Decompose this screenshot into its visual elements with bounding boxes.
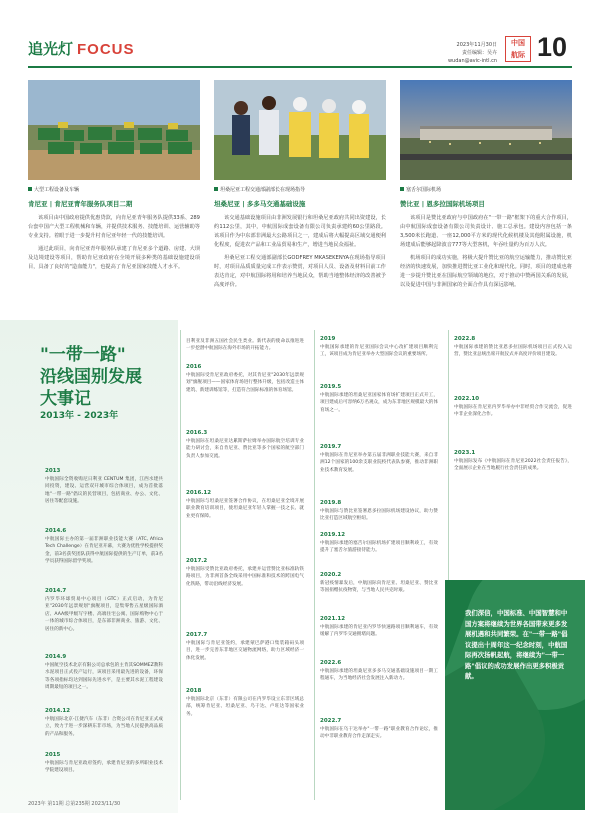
timeline-event: 2019.8 中航国际与赞比亚签署恩多拉国际机场建设协议，助力赞比亚打造区域航空枢纽。 xyxy=(320,500,438,522)
page-footer: 2023年 第11期 总第235期 2023/11/30 xyxy=(28,801,121,807)
page-header xyxy=(0,0,600,74)
timeline-section xyxy=(0,320,600,813)
closing-quote-text: 我们深信，中国标准、中国智慧和中国方案将继续为世界各国带来更多发展机遇和共同繁荣。在"一带一路"倡议提出十周年这一纪念时刻，中航国际再次扬帆起航，将继续为"一带一路"倡议的成功发展作出更多积极贡献。 xyxy=(465,609,568,680)
timeline-event: 目利亚及非洲五国社会民生类业。新代表的使命以推进进一步挖潜中航国际在海外市场的开拓能力。 xyxy=(186,339,304,352)
timeline-event: 2022.10 中航国际在肯尼亚内罗毕举办中非经贸合作交流会，促进中非企业深化合作。 xyxy=(454,396,572,418)
timeline-event: 2019.7 中航国际在肯尼亚举办第五届非洲职业技能大赛，来自非洲12个国家的100余支职业院校代表队参赛，推动非洲职业技术教育发展。 xyxy=(320,444,438,473)
photo-equipment xyxy=(28,80,200,180)
article-zambia-para: 该项目是赞比亚政府与中国政府在"一带一路"框架下的重大合作项目，由中航国际成套设备有限公司负责设计、施工总承包。建设内容包括一条3,500米长跑道、一座12,000平方米的现代化候机楼及其他附属设施，机场建成后能够起降波音777等大型客机，年吞吐量约为百万人次。 xyxy=(400,215,572,248)
article-zambia xyxy=(400,199,572,294)
timeline-range: 2013年 - 2023年 xyxy=(40,411,119,421)
timeline-event: 2014.12 中航国际北京-江捷汽车（东非）合资公司在肯尼亚正式成立，致力于进一步深耕东非市场，为当地人民提供高品质的产品和服务。 xyxy=(45,708,163,737)
timeline-event: 2016 中航国际受肯尼亚政府委托，对其肯尼亚"2030年远景规划"旗舰项目——国家体育场进行整体升级，包括改造主体建筑、新建训练馆等，打造符合国际标准的体育场馆。 xyxy=(186,364,304,393)
timeline-event: 2016.12 中航国际与坦桑尼亚签署合作协议，在坦桑尼亚全境开展职业教育培训项目，使坦桑尼亚年轻人掌握一技之长、就业更有保障。 xyxy=(186,490,304,519)
timeline-event: 2018 中航国际北京（东非）有限公司在内罗毕设立东非区域总部，统筹肯尼亚、坦桑尼亚、乌干达、卢旺达等国家业务。 xyxy=(186,688,304,717)
photo-caption-2: 坦桑尼亚工程交通部副部长在现场指导 xyxy=(214,186,305,193)
timeline-event: 2019.12 中航国际承建的塞舌尔国际机场扩建项目顺利竣工，有效提升了塞舌尔旅游接待能力。 xyxy=(320,532,438,554)
article-zambia-para: 机场项目的成功实施，将极大提升赞比亚的航空运输能力，推动赞比亚经济的快速发展，加快推进赞比亚工业化和现代化。同时，项目的建成也将进一步提升赞比亚在国际航空领域的地位，对于推动中赞两国关系的发展，以及促进中国与非洲国家的全面合作具有深远影响。 xyxy=(400,255,572,288)
page-number: 10 xyxy=(537,32,568,62)
article-zambia-heading: 赞比亚 | 恩多拉国际机场项目 xyxy=(400,200,485,208)
article-kenya-para: 该项目由中国政府提供优惠贷款，向肯尼亚青年服务队提供33系、289台套中国产大型工程机械和车辆，并提供技术服务、技能培训、运营辅助等专业支持。着眼于进一步提升村肯尼亚年轻一代的技能培训。 xyxy=(28,215,200,239)
timeline-event: 2017.7 中航国际与肯尼亚签约，承建蒙巴萨港口集装箱码头项目，进一步完善东非地区交通物流网络，助力区域经济一体化发展。 xyxy=(186,632,304,661)
photo-caption-1: 大型工程设备及车辆 xyxy=(28,186,79,193)
timeline-event: 2019 中航国际承建的肯尼亚国际会议中心改扩建项目顺利完工，该项目成为肯尼亚举办大型国际会议的重要场所。 xyxy=(320,336,438,358)
timeline-event: 2022.7 中航国际在乌干达举办"一带一路"职业教育合作论坛，推动中非职业教育合作走深走实。 xyxy=(320,718,438,740)
article-tanzania-para: 坦桑尼亚工程交通部副部长GODFREY MKASEKENYA在现场指导项目时，对项目品质质量完成工作表示赞赏，对项目人员、设备及材料目前工作表达肯定，对中航国际将用和培养当地民众，帮助当地整体经济的改善被予高度评价。 xyxy=(214,255,386,288)
timeline-divider xyxy=(314,330,315,800)
timeline-event: 2014.9 中国航空技术北京有限公司总承包的主肯其SOMMEZ教科水泥项目正式投产运行，该项目采用最先进的设备，环保等各项指标均达到国际先进水平，是主要其水泥工程建设周期最短的项目之一。 xyxy=(45,654,163,691)
issue-email: wudan@avic-intl.cn xyxy=(447,58,497,64)
article-tanzania-para: 该交通基础设施项目由非洲发展银行和坦桑尼亚政府共同出资建设，长约112公里，其中，中航国际成套设备有限公司负责承建约60公里路段。该项目作为中东部非洲最大公路项目之一，建成后将大幅提高区域交通便利化程度，促进农产品和工业品贸易和生产，增进当地民众福祉。 xyxy=(214,215,386,248)
logo-line2: 航际 xyxy=(511,51,525,59)
timeline-event: 2017.2 中航国际受赞比亚政府委托，承建并运营赞比亚标准轨铁路项目，为非洲首条全线采用中国标准和技术的跨国电气化铁路，带动沿线经济发展。 xyxy=(186,558,304,587)
timeline-event: 2014.6 中航国际主办的第一届非洲职业技能大赛（ATC, Africa Tech Challenge）在肯尼亚开幕，大赛为优胜学校提供奖金，前3名获奖团队获得中航国际提供的生产订单，前3名学员获得国际留学奖项。 xyxy=(45,528,163,565)
article-tanzania xyxy=(214,199,386,294)
section-title-cn: 追光灯 xyxy=(28,40,74,58)
article-kenya-heading: 肯尼亚 | 肯尼亚青年服务队项目二期 xyxy=(28,200,133,208)
timeline-event: 2020.2 新冠疫情暴发后，中航国际向肯尼亚、坦桑尼亚、赞比亚等国捐赠抗疫物资，与当地人民共克时艰。 xyxy=(320,572,438,594)
timeline-event: 2021.12 中航国际承建的肯尼亚内罗毕快速路项目顺利通车，有效缓解了内罗毕交通拥堵问题。 xyxy=(320,616,438,638)
issue-editor: 责任编辑：吴卉 xyxy=(461,50,497,56)
timeline-event: 2023.1 中航国际发布《中航国际在肯尼亚2022社会责任报告》，全面展示企业在当地履行社会责任的成果。 xyxy=(454,450,572,472)
timeline-title: "一带一路" 沿线国别发展 大事记 xyxy=(40,345,142,409)
photo-officials xyxy=(214,80,386,180)
timeline-event: 2016.3 中航国际在坦桑尼亚达累斯萨拉姆举办国际航空培训专业能力研讨会，来自肯尼亚、赞比亚等多个国家的航空部门负责人参加交流。 xyxy=(186,430,304,459)
section-title-en: FOCUS xyxy=(77,41,135,58)
article-tanzania-heading: 坦桑尼亚 | 多多马交通基础设施 xyxy=(214,200,306,208)
closing-quote-box xyxy=(445,580,585,810)
issue-date: 2023年11月30日 xyxy=(456,42,497,48)
timeline-event: 2013 中航国际全资收购尼日利亚 CENTUM 集团，江西水建共同投资，建设、运营双开城市综合体项目，成为首批落地"一带一路"倡议的民营项目，包括商业、办公、文化、居住等配套设施。 xyxy=(45,468,163,505)
article-kenya xyxy=(28,199,200,276)
photo-caption-3: 塞舌尔国际机场 xyxy=(400,186,441,193)
timeline-event: 2015 中航国际与肯尼亚政府签约，承建肯尼亚的多所职业技术学院建设项目。 xyxy=(45,752,163,774)
issue-meta xyxy=(437,41,497,65)
header-rule xyxy=(28,66,572,68)
timeline-event: 2014.7 内罗毕环球贸易中心项目（GTC）正式启动，为肯尼亚"2030年远景规划"旗舰项目，是集零售五星级国际酒店、AAA级甲级写字楼、高端住宅公寓、国际购物中心于一体的城市综合体项目，是东部非洲商业、旅游、文化、居住的新中心。 xyxy=(45,588,163,632)
timeline-event: 2019.5 中航国际承建的坦桑尼亚国家体育场扩建项目正式开工，项目建成后可容纳6万名观众，成为东非地区规模最大的体育场之一。 xyxy=(320,384,438,413)
article-kenya-para: 通过此项目，向肯尼亚青年服务队承建了肯尼亚多个道路、房建、大坝及边境建设等项目，帮助肯尼亚政府在全境开展多种类的基础设施建设项目，具备了良好的"造血能力"，也提高了肯尼亚国家技能人才水平。 xyxy=(28,246,200,270)
timeline-divider xyxy=(180,330,181,800)
logo-line1: 中国 xyxy=(511,39,525,47)
brand-logo xyxy=(505,36,531,62)
section-title xyxy=(28,38,135,59)
timeline-event: 2022.8 中航国际承建的赞比亚恩多拉国际机场项目正式投入运营，赞比亚总统出席开航仪式并高度评价项目建设。 xyxy=(454,336,572,358)
photo-airport xyxy=(400,80,572,180)
timeline-event: 2022.6 中航国际承建的坦桑尼亚多多马交通基础设施项目一期工程通车，为当地经济社会发展注入新动力。 xyxy=(320,660,438,682)
